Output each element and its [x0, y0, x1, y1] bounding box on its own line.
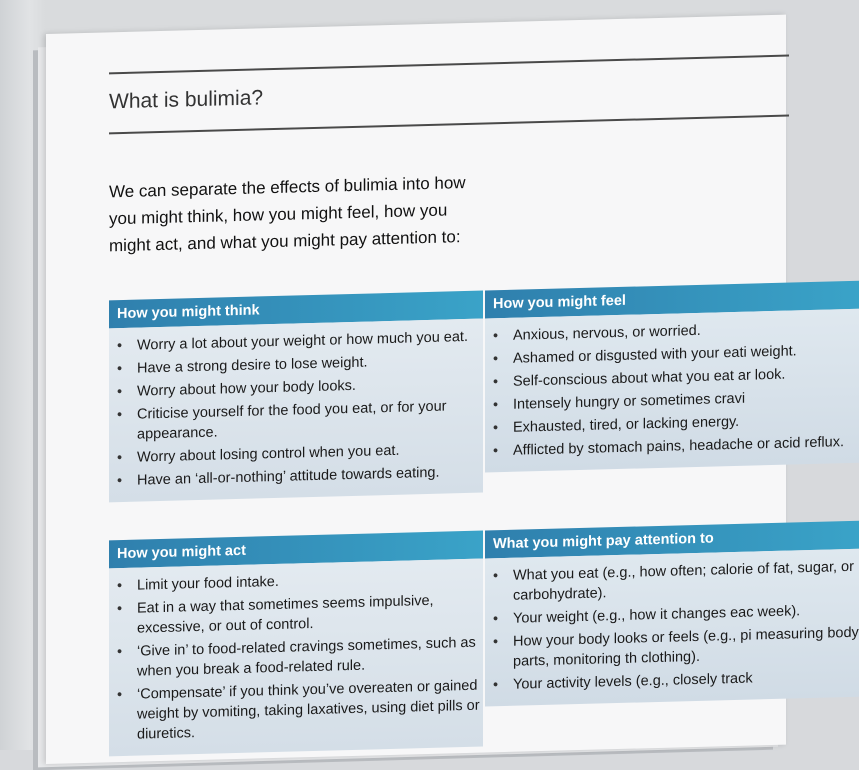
section-header: How you might act — [109, 531, 483, 569]
page-heading: What is bulimia? — [109, 86, 264, 114]
section-body — [109, 559, 483, 757]
list-item: • Eat in a way that sometimes seems impulsive, excessive, or out of control. — [137, 590, 483, 639]
list-item: • Have an ‘all-or-nothing’ attitude towards eating. — [137, 462, 483, 491]
list-item: • Self-conscious about what you eat ar look. — [513, 363, 859, 392]
bullet-list — [109, 567, 483, 746]
list-item: • Limit your food intake. — [137, 567, 483, 596]
bullet-list — [485, 557, 859, 696]
list-item: • Worry about how your body looks. — [137, 373, 483, 402]
effects-grid — [109, 282, 859, 743]
list-item: • Ashamed or disgusted with your eati weight. — [513, 340, 859, 369]
list-item: • Criticise yourself for the food you eat, or for your appearance. — [137, 396, 483, 445]
list-item: • ‘Give in’ to food-related cravings sometimes, such as when you break a food-related rule. — [137, 633, 483, 682]
section-header: How you might think — [109, 291, 483, 329]
section-act — [109, 531, 483, 757]
intro-paragraph: We can separate the effects of bulimia into how you might think, how you might feel, how you might act, and what you might pay attention to: — [109, 173, 466, 256]
book-page — [46, 15, 859, 764]
section-body — [485, 549, 859, 707]
list-item: • Your weight (e.g., how it changes eac week). — [513, 600, 859, 629]
list-item: • Your activity levels (e.g., closely track — [513, 666, 859, 695]
section-body — [485, 309, 859, 473]
list-item: • Intensely hungry or sometimes cravi — [513, 386, 859, 415]
section-body — [109, 319, 483, 503]
list-item: • Worry a lot about your weight or how much you eat. — [137, 327, 483, 356]
list-item: • What you eat (e.g., how often; calorie of fat, sugar, or carbohydrate). — [513, 557, 859, 606]
list-item: • Afflicted by stomach pains, headache or acid reflux. — [513, 432, 859, 461]
section-header: How you might feel — [485, 281, 859, 319]
section-header: What you might pay attention to — [485, 521, 859, 559]
bullet-list — [485, 317, 859, 462]
list-item: • Exhausted, tired, or lacking energy. — [513, 409, 859, 438]
list-item: • Have a strong desire to lose weight. — [137, 350, 483, 379]
list-item: • ‘Compensate’ if you think you’ve overeaten or gained weight by vomiting, taking laxatives, using diet pills or diuretics. — [137, 676, 483, 745]
list-item: • How your body looks or feels (e.g., pi measuring body parts, monitoring th clothing). — [513, 623, 859, 672]
heading-rule-bottom — [109, 115, 789, 135]
section-feel — [485, 281, 859, 473]
list-item: • Anxious, nervous, or worried. — [513, 317, 859, 346]
section-attention — [485, 521, 859, 707]
heading-rule-top — [109, 55, 789, 75]
section-think — [109, 291, 483, 503]
list-item: • Worry about losing control when you eat. — [137, 439, 483, 468]
bullet-list — [109, 327, 483, 492]
